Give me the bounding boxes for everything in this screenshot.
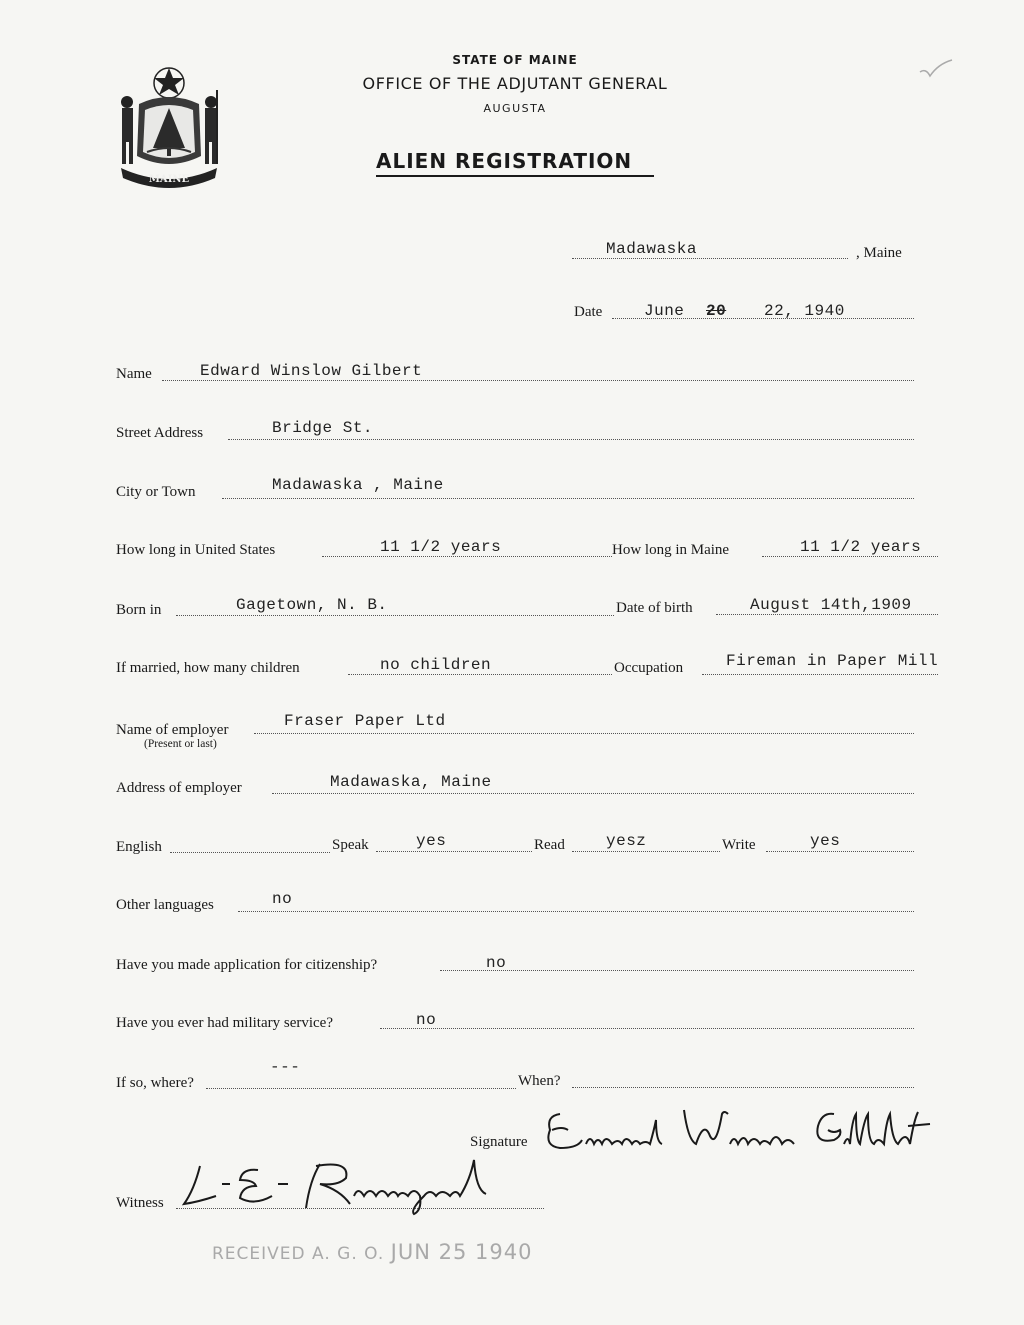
in-us-value: 11 1/2 years (380, 538, 502, 556)
employer-line (254, 733, 914, 734)
date-month: June (644, 302, 685, 320)
where-line (206, 1088, 516, 1089)
street-line (228, 439, 914, 440)
employer-address-value: Madawaska, Maine (330, 773, 492, 791)
occupation-label: Occupation (614, 660, 684, 676)
name-value: Edward Winslow Gilbert (200, 362, 423, 380)
read-value: yesz (606, 832, 647, 850)
received-stamp-date: JUN 25 1940 (390, 1240, 533, 1264)
witness-signature (170, 1150, 540, 1220)
read-line (572, 851, 720, 852)
signature-label: Signature (470, 1134, 528, 1150)
occupation-line (702, 674, 938, 675)
employer-address-line (272, 793, 914, 794)
date-struck-day: 20 (706, 302, 727, 320)
military-value: no (416, 1011, 437, 1029)
when-label: When? (518, 1073, 561, 1089)
where-label: If so, where? (116, 1075, 194, 1091)
occupation-value: Fireman in Paper Mill (726, 652, 939, 670)
in-us-label: How long in United States (116, 542, 276, 558)
born-in-line (176, 615, 614, 616)
other-languages-value: no (272, 890, 293, 908)
town-line (572, 258, 848, 259)
english-label: English (116, 839, 162, 855)
dob-line (716, 614, 938, 615)
street-label: Street Address (116, 425, 204, 441)
speak-label: Speak (332, 837, 369, 853)
city-label: City or Town (116, 484, 196, 500)
town-value: Madawaska (606, 240, 697, 258)
write-value: yes (810, 832, 841, 850)
employer-label: Name of employer (116, 722, 229, 738)
town-suffix: , Maine (856, 245, 902, 261)
citizenship-value: no (486, 954, 507, 972)
other-languages-label: Other languages (116, 897, 214, 913)
employer-sublabel: (Present or last) (144, 738, 217, 750)
header-office: OFFICE OF THE ADJUTANT GENERAL (362, 74, 668, 93)
read-label: Read (534, 837, 565, 853)
street-value: Bridge St. (272, 419, 374, 437)
employer-address-label: Address of employer (116, 780, 242, 796)
city-line (222, 498, 914, 499)
date-day-year: 22, 1940 (764, 302, 845, 320)
write-line (766, 851, 914, 852)
date-label: Date (574, 304, 603, 320)
english-line (170, 852, 330, 853)
form-title: ALIEN REGISTRATION (376, 149, 654, 177)
citizenship-label: Have you made application for citizenship? (116, 957, 378, 973)
citizenship-line (440, 970, 914, 971)
other-languages-line (238, 911, 914, 912)
dob-label: Date of birth (616, 600, 693, 616)
in-us-line (322, 556, 612, 557)
military-line (380, 1028, 914, 1029)
in-maine-label: How long in Maine (612, 542, 730, 558)
where-value: --- (270, 1058, 301, 1076)
children-value: no children (380, 656, 492, 674)
born-in-label: Born in (116, 602, 162, 618)
dob-value: August 14th,1909 (750, 596, 912, 614)
name-label: Name (116, 366, 152, 382)
seal-word: MAINE (148, 174, 190, 185)
in-maine-value: 11 1/2 years (800, 538, 922, 556)
write-label: Write (722, 837, 756, 853)
received-stamp (212, 1240, 532, 1264)
employer-value: Fraser Paper Ltd (284, 712, 446, 730)
when-line (572, 1087, 914, 1088)
city-value: Madawaska , Maine (272, 476, 444, 494)
speak-line (376, 851, 532, 852)
applicant-signature (538, 1100, 938, 1160)
born-in-value: Gagetown, N. B. (236, 596, 388, 614)
speak-value: yes (416, 832, 447, 850)
witness-label: Witness (116, 1195, 164, 1211)
header-state: STATE OF MAINE (452, 53, 578, 67)
children-label: If married, how many children (116, 660, 300, 676)
military-label: Have you ever had military service? (116, 1015, 333, 1031)
name-line (162, 380, 914, 381)
header-city: AUGUSTA (483, 102, 547, 115)
in-maine-line (762, 556, 938, 557)
children-line (348, 674, 612, 675)
received-stamp-text: RECEIVED A. G. O. (212, 1244, 385, 1264)
